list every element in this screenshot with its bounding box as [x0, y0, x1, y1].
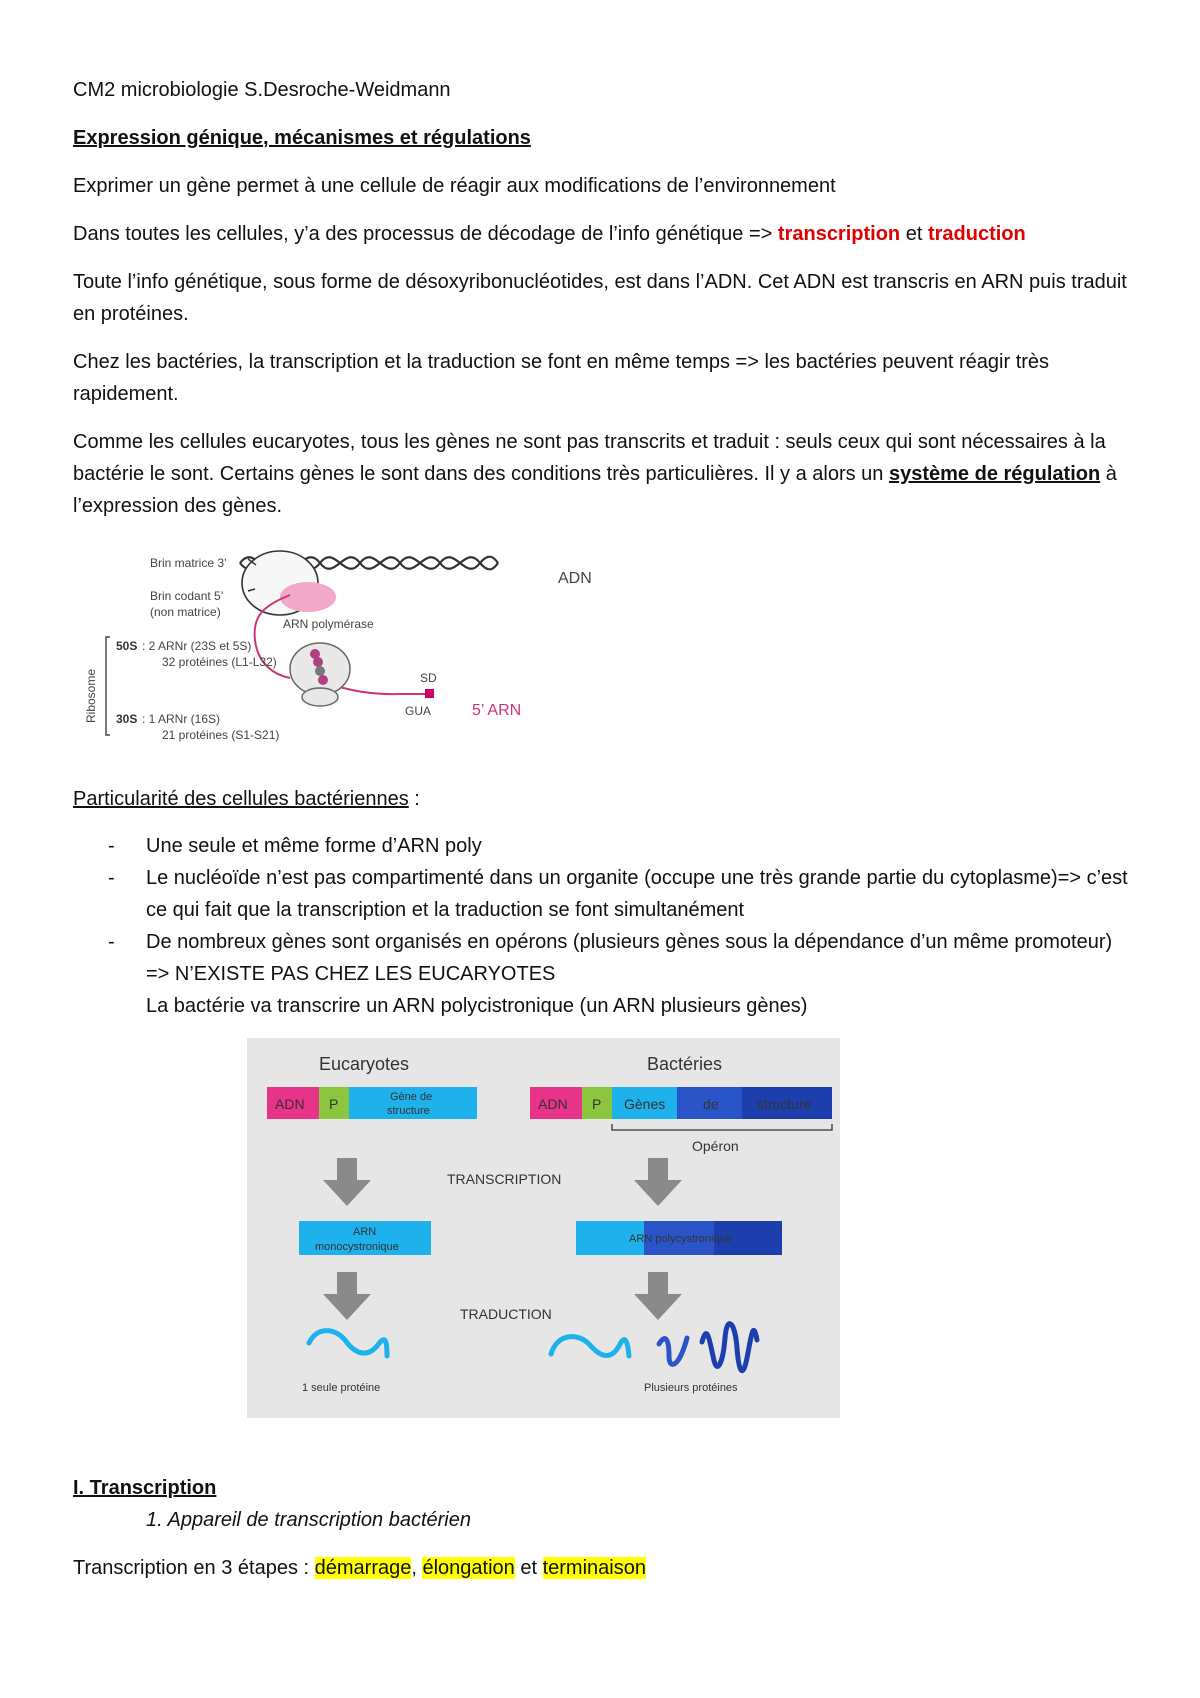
peptide-bead-2: [315, 666, 325, 676]
rna-label: 5’ ARN: [472, 702, 522, 719]
bac-de-label: de: [703, 1096, 719, 1112]
translation-label: TRADUCTION: [460, 1306, 552, 1322]
multiple-proteins-label: Plusieurs protéines: [644, 1382, 738, 1394]
template-strand-label: Brin matrice 3’: [150, 556, 227, 570]
page-title: Expression génique, mécanismes et régulations: [73, 127, 531, 149]
eucaryotes-title: Eucaryotes: [319, 1054, 410, 1074]
bac-mrna-label: ARN polycystronique: [629, 1233, 732, 1245]
paragraph-4: Chez les bactéries, la transcription et la traduction se font en même temps => les bactéries peuvent réagir très rapidement.: [73, 351, 1050, 405]
list-item-text: Une seule et même forme d’ARN poly: [146, 835, 482, 857]
particularites-heading: [73, 783, 1133, 815]
paragraph-3: Toute l’info génétique, sous forme de désoxyribonucléotides, est dans l’ADN. Cet ADN est transcris en ARN puis traduit en protéines.: [73, 271, 1127, 325]
ribosome-label: Ribosome: [84, 668, 98, 723]
rna-polymerase: [280, 582, 336, 612]
peptide-bead-3: [318, 675, 328, 685]
particularites-list: [73, 830, 1133, 1022]
etapes-comma: ,: [411, 1557, 417, 1579]
operon-label: Opéron: [692, 1138, 739, 1154]
list-item-text: De nombreux gènes sont organisés en opérons (plusieurs gènes sous la dépendance d’un même promoteur) => N’EXISTE PAS CHEZ LES EUCARYOTES: [146, 931, 1113, 985]
peptide-bead-4: [310, 649, 320, 659]
transcription-diagram: [80, 545, 610, 760]
ribosome-bracket: [106, 637, 110, 735]
paragraph-5: [73, 426, 1133, 522]
bac-genes-label: Gènes: [624, 1096, 666, 1112]
ribosome-small: [302, 688, 338, 706]
bullet-dash: -: [108, 931, 115, 953]
regulation-term: système de régulation: [889, 463, 1101, 485]
p2-et: et: [900, 223, 928, 245]
50s-line-2: 32 protéines (L1-L32): [162, 655, 277, 669]
step-elongation: élongation: [422, 1557, 515, 1579]
30s-title: 30S: [116, 712, 138, 726]
euk-gene-label-2: structure: [387, 1105, 430, 1117]
step-demarrage: démarrage: [314, 1557, 412, 1579]
p5-text: Comme les cellules eucaryotes, tous les gènes ne sont pas transcrits et traduit : seuls ceux qui sont nécessaires à la bactérie le sont. Certains gènes le sont dans des conditions très particulières. Il y a alors un: [73, 431, 1106, 485]
bac-structure-label: structure: [757, 1096, 812, 1112]
list-item: [73, 830, 1133, 862]
particularites-colon: :: [408, 788, 420, 810]
p2-text: Dans toutes les cellules, y’a des processus de décodage de l’info génétique =>: [73, 223, 778, 245]
list-item-extra: La bactérie va transcrire un ARN polycistronique (un ARN plusieurs gènes): [146, 995, 808, 1017]
mrna-tail: [332, 685, 430, 694]
list-item: [73, 862, 1133, 926]
step-terminaison: terminaison: [542, 1557, 646, 1579]
50s-title: 50S: [116, 639, 138, 653]
bac-promoter-label: P: [592, 1096, 602, 1112]
euk-mrna-label-2: monocystronique: [315, 1241, 399, 1253]
euk-gene-label-1: Gène de: [390, 1091, 433, 1103]
keyword-traduction: traduction: [927, 223, 1026, 245]
single-protein-label: 1 seule protéine: [302, 1382, 381, 1394]
etapes-et: et: [514, 1557, 543, 1579]
bullet-dash: -: [108, 867, 115, 889]
dna-label: ADN: [558, 570, 592, 587]
list-item-text: Le nucléoïde n’est pas compartimenté dans un organite (occupe une très grande partie du cytoplasme)=> c’est ce qui fait que la transcription et la traduction se font simultanément: [146, 867, 1128, 921]
paragraph-1: Exprimer un gène permet à une cellule de réagir aux modifications de l’environnement: [73, 175, 836, 197]
euk-adn-label: ADN: [275, 1096, 305, 1112]
list-item: [73, 926, 1133, 1022]
etapes-text: Transcription en 3 étapes :: [73, 1557, 315, 1579]
document-header: CM2 microbiologie S.Desroche-Weidmann: [73, 79, 451, 101]
bacteries-title: Bactéries: [647, 1054, 723, 1074]
keyword-transcription: transcription: [777, 223, 901, 245]
50s-line-1: : 2 ARNr (23S et 5S): [142, 639, 252, 653]
eukaryote-bacteria-diagram: [247, 1038, 840, 1418]
bullet-dash: -: [108, 835, 115, 857]
coding-strand-label: Brin codant 5’: [150, 589, 224, 603]
non-template-label: (non matrice): [150, 605, 221, 619]
particularites-title: Particularité des cellules bactériennes: [73, 788, 409, 810]
euk-promoter-label: P: [329, 1096, 339, 1112]
euk-mrna-label-1: ARN: [353, 1226, 377, 1238]
etapes-paragraph: [73, 1552, 1133, 1584]
p5-end: à l’expression des gènes.: [73, 463, 1117, 517]
rna-polymerase-label: ARN polymérase: [283, 617, 374, 631]
sd-marker: [425, 689, 434, 698]
bac-adn-label: ADN: [538, 1096, 568, 1112]
section-heading: I. Transcription: [73, 1477, 217, 1499]
30s-line-2: 21 protéines (S1-S21): [162, 728, 280, 742]
subsection-heading: 1. Appareil de transcription bactérien: [146, 1509, 471, 1531]
paragraph-2: [73, 218, 1133, 250]
gua-label: GUA: [405, 704, 432, 718]
30s-line-1: : 1 ARNr (16S): [142, 712, 221, 726]
sd-label: SD: [420, 671, 437, 685]
transcription-label: TRANSCRIPTION: [447, 1171, 562, 1187]
